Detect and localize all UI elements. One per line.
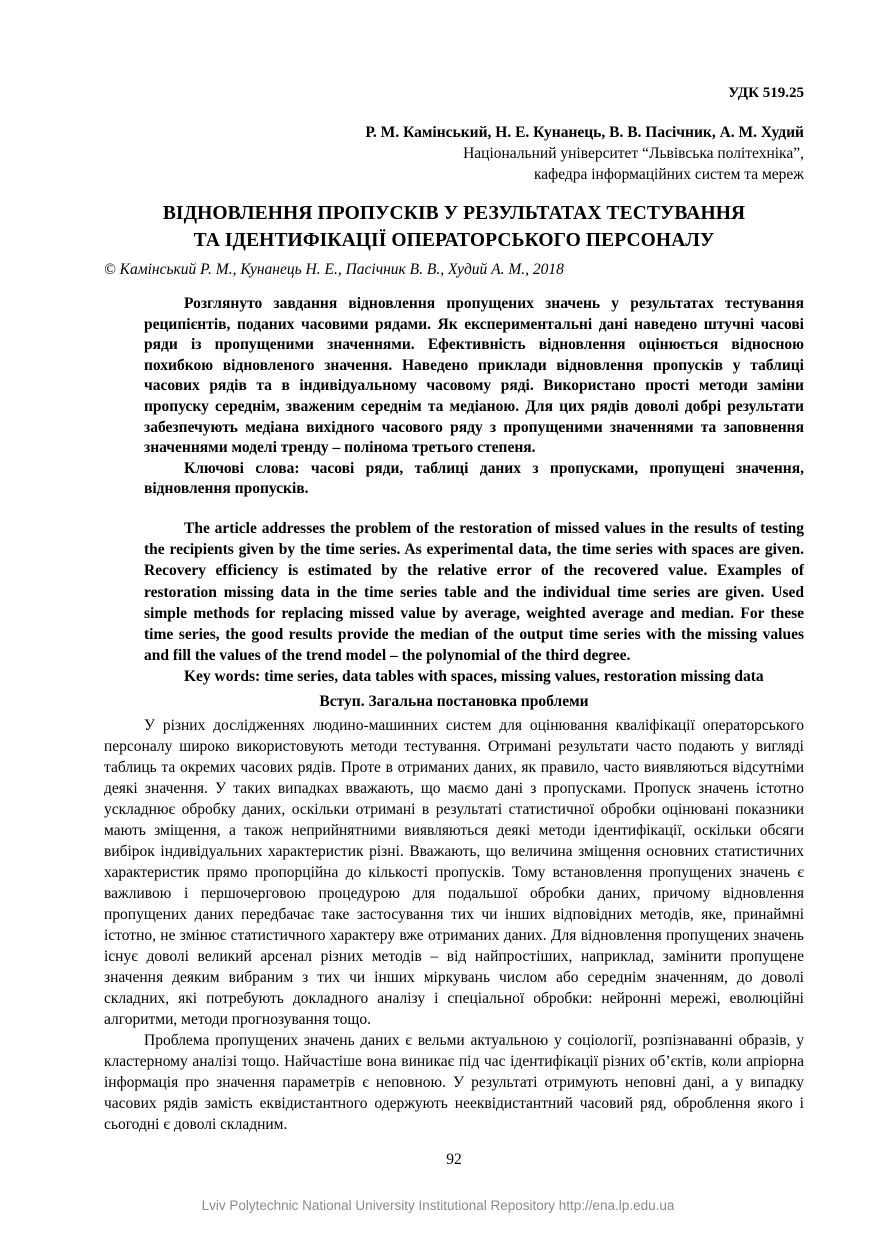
article-title-line2: ТА ІДЕНТИФІКАЦІЇ ОПЕРАТОРСЬКОГО ПЕРСОНАЛУ [193, 230, 715, 251]
section-heading: Вступ. Загальна постановка проблеми [319, 693, 589, 710]
affiliation-department: кафедра інформаційних систем та мереж [533, 166, 804, 183]
body-paragraph: У різних дослідженнях людино-машинних систем для оцінювання кваліфікації операторського персоналу широко використовують методи тестування. Отримані результати часто подають у вигляді таблиць та окремих часових рядів. Проте в отриманих даних, як правило, часто виявляються відсутніми деякі значення. У таких випадках вважають, що маємо дані з пропусками. Пропуск значень істотно ускладнює обробку даних, оскільки отримані в результаті статистичної обробки оцінювані показники мають зміщення, а також неприйнятними виявляються деякі методи ідентифікації, оскільки обсяги вибірок індивідуальних характеристик різні. Вважають, що величина зміщення основних статистичних характеристик прямо пропорційна до кількості пропусків. Тому встановлення пропущених значень є важливою і першочерговою процедурою для подальшої обробки даних, причому відновлення пропущених даних передбачає таке застосування тих чи інших відповідних методів, яке, принаймні істотно, не змінює статистичного характеру вже отриманих даних. Для відновлення пропущених значень існує доволі великий арсенал різних методів – від найпростіших, наприклад, замінити пропущене значення деяким вибраним з тих чи інших міркувань числом або середнім значенням, до доволі складних, які потребують докладного аналізу і спеціальної обробки: нейронні мережі, еволюційні алгоритми, методи прогнозування тощо. [104, 717, 804, 1028]
article-title-line1: ВІДНОВЛЕННЯ ПРОПУСКІВ У РЕЗУЛЬТАТАХ ТЕСТУВАННЯ [162, 203, 746, 224]
abstract-english-text: The article addresses the problem of the restoration of missed values in the results of testing the recipients given by the time series. As experimental data, the time series with spaces are given. Recovery efficiency is estimated by the relative error of the recovered value. Examples of restoration missing data in the time series table and the individual time series are given. Used simple methods for replacing missed value by average, weighted average and median. For these time series, the good results provide the median of the output time series with the missing values and fill the values of the trend model – the polynomial of the third degree. [144, 520, 804, 665]
authors: Р. М. Камінський, Н. Е. Кунанець, В. В. Пасічник, А. М. Худий [365, 124, 804, 141]
affiliation-university: Національний університет “Львівська політехніка”, [463, 145, 804, 162]
abstract-ukrainian [144, 294, 804, 500]
copyright-line: © Камінський Р. М., Кунанець Н. Е., Пасічник В. В., Худий А. М., 2018 [104, 261, 564, 278]
udc-code: УДК 519.25 [728, 85, 804, 101]
introduction-body [104, 715, 804, 1135]
keywords-ukrainian: Ключові слова: часові ряди, таблиці даних з пропусками, пропущені значення, відновлення пропусків. [144, 459, 804, 498]
body-paragraph: Проблема пропущених значень даних є вельми актуальною у соціології, розпізнаванні образів, у кластерному аналізі тощо. Найчастіше вона виникає під час ідентифікації різних об’єктів, коли апріорна інформація про значення параметрів є неповною. У результаті отримують неповні дані, а у випадку часових рядів замість еквідистантного одержують нееквідистантний часовий ряд, оброблення якого і сьогодні є доволі складним. [104, 1032, 804, 1133]
page-number: 92 [446, 1151, 462, 1168]
repository-footer: Lviv Polytechnic National University Institutional Repository http://ena.lp.edu.ua [201, 1198, 675, 1213]
article-title [104, 200, 804, 254]
keywords-english: Key words: time series, data tables with spaces, missing values, restoration missing data [184, 668, 764, 686]
abstract-english [144, 518, 804, 688]
abstract-ukrainian-text: Розглянуто завдання відновлення пропущених значень у результатах тестування реципієнтів, поданих часовими рядами. Як експериментальні дані наведено штучні часові ряди із пропущеними значеннями. Ефективність відновлення оцінюється відносною похибкою відновленого значення. Наведено приклади відновлення пропусків у таблиці часових рядів та в індивідуальному часовому ряді. Використано прості методи заміни пропуску середнім, зваженим середнім та медіаною. Для цих рядів доволі добрі результати забезпечують медіана вихідного часового ряду з пропущеними значеннями та заповнення значеннями моделі тренду – полінома третього степеня. [144, 295, 804, 457]
